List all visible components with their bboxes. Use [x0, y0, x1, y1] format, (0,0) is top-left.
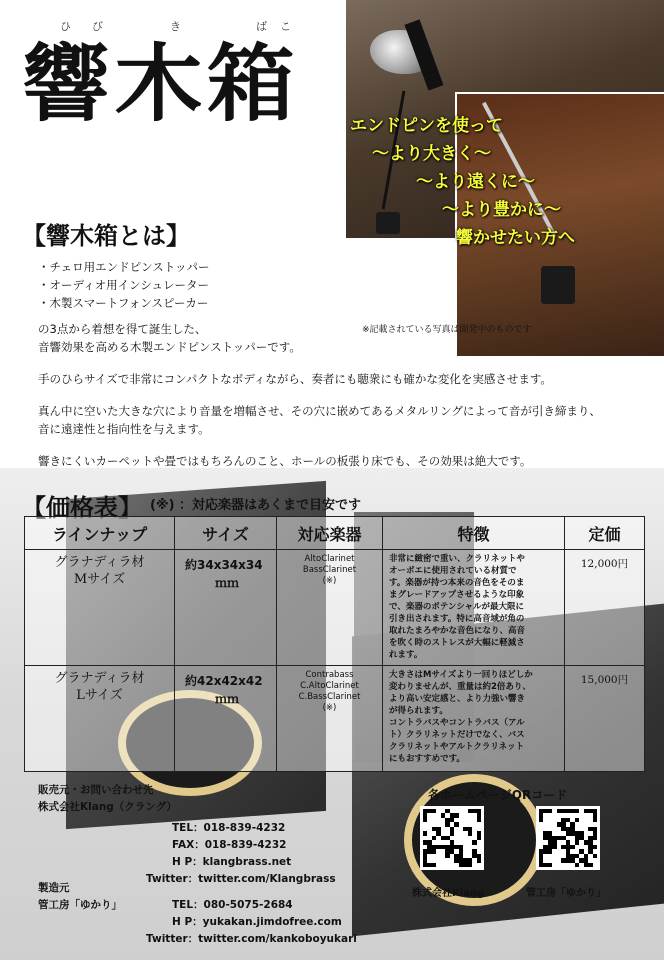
qr-code-klang[interactable] [420, 806, 484, 870]
qr-module [432, 863, 436, 867]
feature-line: ト）クラリネットだけでなく、バス [389, 730, 525, 740]
qr-module [575, 809, 579, 813]
qr-module [472, 840, 476, 844]
qr-module [477, 818, 481, 822]
seller-hp-link[interactable]: H P：klangbrass.net [172, 856, 292, 868]
feature-line: 変わりませんが、重量は約2倍あり、 [389, 682, 531, 692]
maker-heading: 製造元 [38, 882, 70, 894]
qr-module [477, 836, 481, 840]
feature-line: 非常に緻密で重い、クラリネットや [389, 554, 525, 564]
feature-line: クラリネットやアルトクラリネット [389, 742, 525, 752]
brand-logo: 響木箱 [22, 34, 300, 133]
seller-twitter-link[interactable]: Twitter：twitter.com/Klangbrass [146, 873, 336, 885]
size-cell [175, 550, 277, 666]
qr-module [548, 863, 552, 867]
caption-line: 〜より遠くに〜 [416, 172, 535, 192]
qr-label-yukari: 管工房「ゆかり」 [526, 888, 606, 899]
seller-heading: 販売元・お問い合わせ先 [38, 784, 154, 796]
maker-tel: TEL：080-5075-2684 [172, 899, 293, 911]
caption-line: 〜より豊かに〜 [442, 200, 561, 220]
size-value: 約42x42x42 [185, 674, 263, 688]
feature-line: まグレードアップさせるような印象 [389, 590, 525, 600]
about-paragraph: の3点から着想を得て誕生した、 [38, 322, 207, 336]
lineup-size-label: Lサイズ [76, 688, 123, 703]
size-value: 約34x34x34 [185, 558, 263, 572]
features-cell [383, 550, 565, 666]
qr-module [423, 818, 427, 822]
feature-line: で、楽器のポテンシャルが最大限に [389, 602, 525, 612]
qr-module [548, 809, 552, 813]
qr-module [445, 854, 449, 858]
about-title: 【響木箱とは】 [22, 221, 190, 250]
qr-module [593, 836, 597, 840]
lineup-cell [25, 550, 175, 666]
feature-line: にもおすすめです。 [389, 754, 465, 764]
table-row [25, 550, 645, 666]
instrument-note: (※) [322, 576, 337, 586]
caption-line: 響かせたい方へ [456, 228, 575, 248]
size-unit: ｍｍ [215, 692, 240, 706]
header-features: 特徴 [383, 517, 565, 550]
maker-name: 管工房「ゆかり」 [38, 899, 122, 911]
list-item: ・オーディオ用インシュレーター [38, 278, 210, 292]
seller-fax: FAX：018-839-4232 [172, 839, 287, 851]
price-table [24, 516, 645, 772]
feature-line: す。楽器が持つ本来の音色をそのま [389, 578, 525, 588]
qr-module [432, 836, 436, 840]
instrument: AltoClarinet [304, 554, 355, 564]
qr-code-yukari[interactable] [536, 806, 600, 870]
price-cell: 12,000円 [565, 550, 645, 666]
stopper-block-shape-2 [541, 266, 575, 304]
price-cell: 15,000円 [565, 666, 645, 772]
instrument: Contrabass [305, 670, 354, 680]
qr-module [588, 863, 592, 867]
qr-module [575, 840, 579, 844]
list-item: ・木製スマートフォンスピーカー [38, 296, 209, 310]
features-cell [383, 666, 565, 772]
feature-line: れます。 [389, 650, 423, 660]
qr-module [539, 818, 543, 822]
qr-module [454, 822, 458, 826]
qr-module [432, 809, 436, 813]
ruby-ki: き [170, 20, 182, 33]
price-title: 【価格表】 [22, 493, 142, 522]
header-price: 定価 [565, 517, 645, 550]
maker-twitter-link[interactable]: Twitter：twitter.com/kankoboyukari [146, 933, 357, 945]
ruby-hi: ひ [60, 20, 72, 33]
instruments-cell [277, 666, 383, 772]
photo-note: ※記載されている写真は開発中のものです [362, 325, 532, 335]
feature-line: が得られます。 [389, 706, 448, 716]
about-paragraph: 音響効果を高める木製エンドピンストッパーです。 [38, 340, 301, 354]
qr-module [432, 849, 436, 853]
instrument: BassClarinet [302, 565, 357, 575]
instrument: C.AltoClarinet [300, 681, 359, 691]
about-paragraph: 手のひらサイズで非常にコンパクトなボディながら、奏者にも聴衆にも確かな変化を実感させます。 [38, 372, 552, 386]
qr-module [450, 831, 454, 835]
list-item: ・チェロ用エンドピンストッパー [38, 260, 210, 274]
table-row [25, 666, 645, 772]
instruments-cell [277, 550, 383, 666]
feature-line: 大きさはMサイズより一回りほどしか [389, 670, 533, 680]
qr-module [548, 849, 552, 853]
seller-tel: TEL：018-839-4232 [172, 822, 286, 834]
lineup-material: グラナディラ材 [54, 671, 145, 686]
feature-line: より高い安定感と、より力強い響き [389, 694, 526, 704]
qr-module [477, 858, 481, 862]
qr-module [423, 831, 427, 835]
qr-module [593, 818, 597, 822]
instrument-note: (※) [322, 703, 337, 713]
size-unit: ｍｍ [215, 576, 240, 590]
lineup-cell [25, 666, 175, 772]
feature-line: オーボエに使用されている材質で [389, 566, 517, 576]
header-size: サイズ [175, 517, 277, 550]
lineup-material: グラナディラ材 [54, 555, 145, 570]
qr-module [454, 813, 458, 817]
lineup-size-label: Mサイズ [73, 572, 126, 587]
feature-line: 引き出されます。特に高音域が角の [389, 614, 525, 624]
qr-module [468, 831, 472, 835]
about-paragraph: 真ん中に空いた大きな穴により音量を増幅させ、その穴に嵌めてあるメタルリングによって音が引き締まり、 [38, 404, 601, 418]
photo-caption [350, 112, 640, 252]
about-paragraph: 音に遠達性と指向性を与えます。 [38, 422, 210, 436]
qr-module [468, 863, 472, 867]
qr-module [575, 818, 579, 822]
price-note: (※) ：対応楽器はあくまで目安です [150, 498, 362, 513]
ruby-ba: ば [256, 20, 268, 33]
about-paragraph: 響きにくいカーペットや畳ではもちろんのこと、ホールの板張り床でも、その効果は絶大です。 [38, 454, 532, 468]
qr-title: 各ホームページQRコード [428, 788, 568, 802]
caption-line: 〜より大きく〜 [372, 144, 491, 164]
ruby-ko: こ [280, 20, 292, 33]
qr-module [575, 863, 579, 867]
qr-module [593, 854, 597, 858]
feature-line: を吹く時のストレスが大幅に軽減さ [389, 638, 525, 648]
qr-module [593, 845, 597, 849]
seller-name: 株式会社Klang（クラング） [38, 801, 177, 813]
instrument: C.BassClarinet [298, 692, 361, 702]
table-header-row [25, 517, 645, 550]
header-lineup: ラインナップ [25, 517, 175, 550]
qr-label-klang: 株式会社Klang [412, 888, 485, 899]
qr-module [570, 845, 574, 849]
size-cell [175, 666, 277, 772]
maker-hp-link[interactable]: H P：yukakan.jimdofree.com [172, 916, 342, 928]
feature-line: 取れたまろやかな音色になり、高音 [389, 626, 526, 636]
caption-line: エンドピンを使って [350, 116, 503, 136]
about-list [38, 258, 209, 312]
ruby-bi: び [92, 20, 104, 33]
qr-module [552, 845, 556, 849]
feature-line: コントラバスやコントラバス（アル [389, 718, 525, 728]
header-instruments: 対応楽器 [277, 517, 383, 550]
